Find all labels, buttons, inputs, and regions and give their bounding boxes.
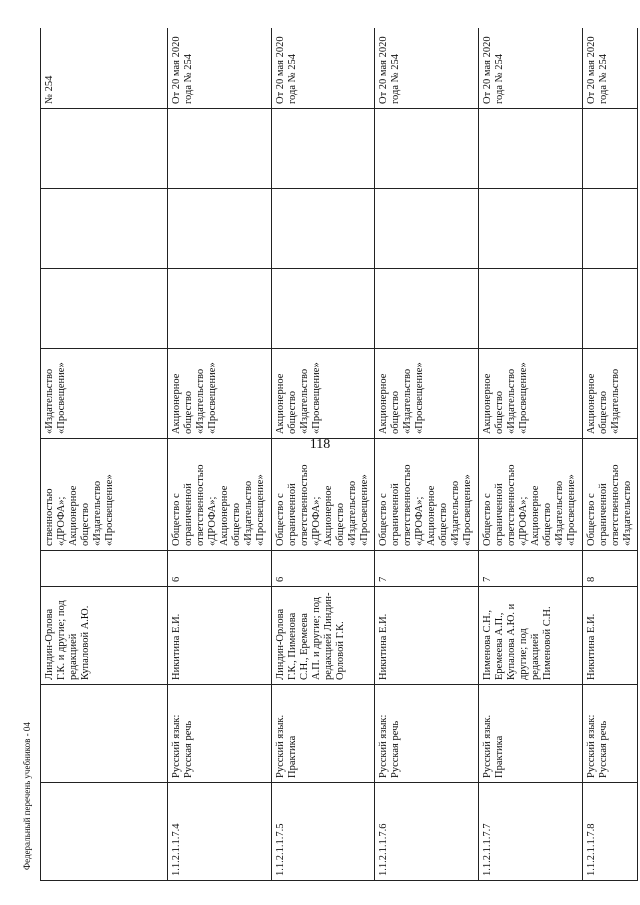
footer-text: Федеральный перечень учебников - 04 <box>22 722 32 870</box>
grade-cell: 6 <box>271 551 375 587</box>
title-cell <box>41 685 168 783</box>
empty-cell <box>168 269 272 349</box>
empty-cell <box>478 189 582 269</box>
table-row <box>271 28 375 881</box>
table-row <box>375 28 479 881</box>
publisher-short-cell: Акционерное общество «Издательство «Просвещение» <box>375 349 479 439</box>
authors-cell: Линдин-Орлова Г.К. и другие; под редакцией Купаловой А.Ю. <box>41 587 168 685</box>
empty-cell <box>582 269 637 349</box>
empty-cell <box>375 269 479 349</box>
code-cell: 1.1.2.1.1.7.6 <box>375 783 479 881</box>
rotated-table-area <box>40 28 638 881</box>
grade-cell <box>41 551 168 587</box>
title-cell: Русский язык. Практика <box>478 685 582 783</box>
footer <box>22 700 36 870</box>
title-cell: Русский язык: Русская речь <box>168 685 272 783</box>
authors-cell: Никитина Е.И. <box>375 587 479 685</box>
empty-cell <box>41 269 168 349</box>
code-cell: 1.1.2.1.1.7.5 <box>271 783 375 881</box>
grade-cell: 7 <box>375 551 479 587</box>
empty-cell <box>582 109 637 189</box>
empty-cell <box>168 189 272 269</box>
publisher-short-cell: Акционерное общество «Издательство «Просвещение» <box>478 349 582 439</box>
order-cell: № 254 <box>41 28 168 109</box>
grade-cell: 7 <box>478 551 582 587</box>
code-cell: 1.1.2.1.1.7.4 <box>168 783 272 881</box>
publisher-short-cell: Акционерное общество «Издательство <box>582 349 637 439</box>
textbook-register-table <box>40 28 638 881</box>
empty-cell <box>582 189 637 269</box>
code-cell <box>41 783 168 881</box>
publisher-cell: Общество с ограниченной ответственностью «ДРОФА»; Акционерное общество «Издательство «Просвещение» <box>478 439 582 551</box>
authors-cell: Линдин-Орлова Г.К., Пименова С.Н., Еремеева А.П. и другие; под редакцией Линдин-Орловой Г.К. <box>271 587 375 685</box>
page-number: 118 <box>309 437 331 452</box>
order-cell: От 20 мая 2020 года № 254 <box>271 28 375 109</box>
table-row <box>168 28 272 881</box>
publisher-cell: Общество с ограниченной ответственностью «ДРОФА»; Акционерное общество «Издательство «Просвещение» <box>168 439 272 551</box>
empty-cell <box>271 109 375 189</box>
empty-cell <box>168 109 272 189</box>
publisher-short-cell: Акционерное общество «Издательство «Просвещение» <box>271 349 375 439</box>
code-cell: 1.1.2.1.1.7.7 <box>478 783 582 881</box>
order-cell: От 20 мая 2020 года № 254 <box>168 28 272 109</box>
empty-cell <box>271 269 375 349</box>
empty-cell <box>478 269 582 349</box>
publisher-cell: Общество с ограниченной ответственностью «Издательство <box>582 439 637 551</box>
table-row <box>478 28 582 881</box>
authors-cell: Пименова С.Н., Еремеева А.П., Купалова А.Ю. и другие; под редакцией Пименовой С.Н. <box>478 587 582 685</box>
table-row <box>41 28 168 881</box>
table-row <box>582 28 637 881</box>
order-cell: От 20 мая 2020 года № 254 <box>375 28 479 109</box>
order-cell: От 20 мая 2020 года № 254 <box>478 28 582 109</box>
empty-cell <box>375 109 479 189</box>
publisher-cell: Общество с ограниченной ответственностью «ДРОФА»; Акционерное общество «Издательство «Просвещение» <box>271 439 375 551</box>
publisher-cell: Общество с ограниченной ответственностью «ДРОФА»; Акционерное общество «Издательство «Просвещение» <box>375 439 479 551</box>
grade-cell: 6 <box>168 551 272 587</box>
empty-cell <box>375 189 479 269</box>
code-cell: 1.1.2.1.1.7.8 <box>582 783 637 881</box>
empty-cell <box>41 189 168 269</box>
rotated-table <box>40 28 638 881</box>
title-cell: Русский язык: Русская речь <box>582 685 637 783</box>
empty-cell <box>41 109 168 189</box>
title-cell: Русский язык: Русская речь <box>375 685 479 783</box>
publisher-short-cell: Акционерное общество «Издательство «Просвещение» <box>168 349 272 439</box>
publisher-cell: ственностью «ДРОФА»; Акционерное общество «Издательство «Просвещение» <box>41 439 168 551</box>
authors-cell: Никитина Е.И. <box>582 587 637 685</box>
empty-cell <box>271 189 375 269</box>
order-cell: От 20 мая 2020 года № 254 <box>582 28 637 109</box>
authors-cell: Никитина Е.И. <box>168 587 272 685</box>
title-cell: Русский язык. Практика <box>271 685 375 783</box>
grade-cell: 8 <box>582 551 637 587</box>
empty-cell <box>478 109 582 189</box>
publisher-short-cell: «Издательство «Просвещение» <box>41 349 168 439</box>
